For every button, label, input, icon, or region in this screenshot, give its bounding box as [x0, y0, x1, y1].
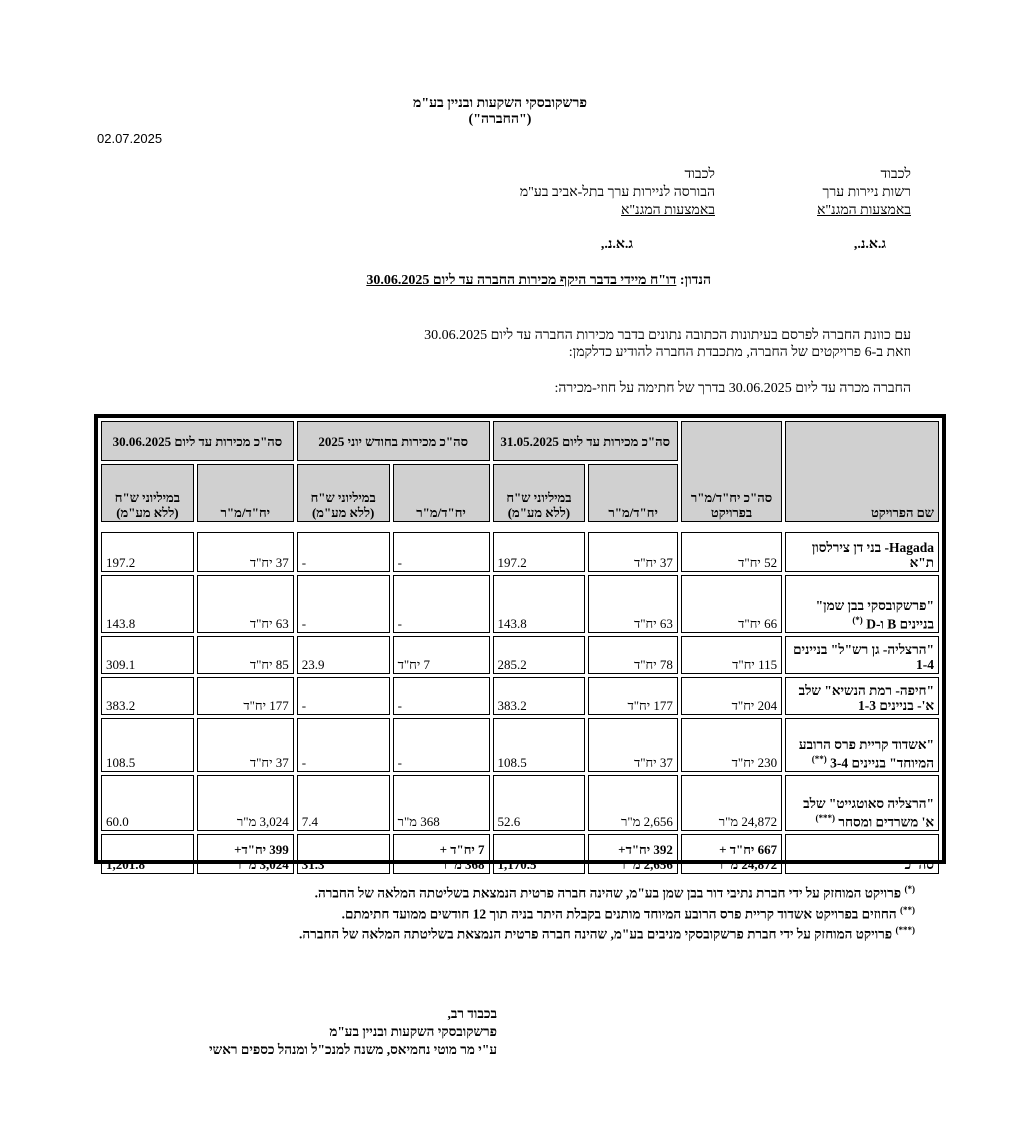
may-millions-cell: 52.6 [493, 775, 586, 831]
subject-text: דו"ח מיידי בדבר היקף מכירות החברה עד ליום 30.06.2025 [366, 273, 677, 288]
total-label-cell: סה"כ [785, 834, 939, 874]
project-note-mark: (*) [852, 614, 863, 625]
header-sales-june: סה"כ מכירות בחודש יוני 2025 [297, 421, 490, 461]
table-row [101, 677, 939, 715]
intro-paragraph [271, 327, 911, 361]
may-millions-cell: 143.8 [493, 575, 586, 633]
total-in-project-cell: 115 יח"ד [681, 636, 782, 674]
may-millions-sum: 1,170.5 [493, 834, 586, 874]
total-in-project-sum [681, 834, 782, 874]
project-name-cell [785, 636, 939, 674]
total-in-project-cell: 204 יח"ד [681, 677, 782, 715]
signature-signer: ע"י מר מוטי נחמיאס, משנה למנכ"ל ומנהל כספים ראשי [209, 1042, 497, 1057]
total-units-cell: 63 יח"ד [197, 575, 294, 633]
addressee-tase-salutation: לכבוד [684, 167, 715, 182]
signature-block [97, 1005, 497, 1059]
footnote-1-mark: (*) [904, 884, 915, 894]
project-name: "חיפה- רמת הנשיא" שלב א'- בניינים 1-3 [798, 683, 934, 713]
total-in-project-cell: 230 יח"ד [681, 718, 782, 772]
header-may-units: יח"ד/מ"ר [588, 464, 678, 522]
june-millions-sum: 31.3 [297, 834, 390, 874]
may-units-cell: 37 יח"ד [588, 532, 678, 572]
total-in-project-cell: 24,872 מ"ר [681, 775, 782, 831]
header-total-in-project: סה"כ יח"ד/מ"ר בפרויקט [681, 421, 782, 522]
may-units-sum-line-1: 392 יח"ד+ [618, 842, 673, 857]
project-name: "פרשקובסקי בבן שמן" בניינים B ו-D [815, 597, 934, 631]
footnote-3-mark: (***) [895, 925, 915, 935]
project-name: Hagada- בני דן צירלסון ת"א [811, 540, 934, 570]
header-sales-until-june: סה"כ מכירות עד ליום 30.06.2025 [101, 421, 294, 461]
table-row [101, 532, 939, 572]
may-units-cell: 63 יח"ד [588, 575, 678, 633]
june-units-sum-line-1: 7 יח"ד + [439, 842, 485, 857]
total-units-sum [197, 834, 294, 874]
header-total-millions: במיליוני ש"ח (ללא מע"מ) [101, 464, 194, 522]
may-units-sum-line-2: 2,656 מ"ר [619, 857, 673, 872]
sales-table [98, 418, 942, 877]
project-name-cell [785, 718, 939, 772]
total-in-project-cell: 52 יח"ד [681, 532, 782, 572]
june-millions-cell: - [297, 718, 390, 772]
addressee-tase-via: באמצעות המגנ"א [621, 203, 715, 218]
footnotes [95, 881, 915, 943]
total-millions-cell: 143.8 [101, 575, 194, 633]
total-in-project-cell: 66 יח"ד [681, 575, 782, 633]
project-note-mark: (**) [811, 753, 827, 764]
total-units-sum-line-2: 3,024 מ"ר [234, 857, 289, 872]
sold-statement: החברה מכרה עד ליום 30.06.2025 בדרך של חתימה על חוזי-מכירה: [554, 381, 911, 396]
footnote-3-text: פרויקט המוחזק על ידי חברת פרשקובסקי מניבים בע"מ, שהינה חברה פרטית הנמצאת בשליטתה המלאה של החברה. [299, 926, 893, 942]
company-name: פרשקובסקי השקעות ובניין בע"מ [413, 96, 587, 111]
addressee-tase-name: הבורסה לניירות ערך בתל-אביב בע"מ [519, 185, 715, 200]
total-in-project-sum-line-2: 24,872 מ"ר [716, 857, 778, 872]
addressee-tase [415, 166, 715, 220]
june-units-cell: - [393, 532, 490, 572]
total-units-cell: 37 יח"ד [197, 718, 294, 772]
header-june-millions: במיליוני ש"ח (ללא מע"מ) [297, 464, 390, 522]
footnote-1 [95, 881, 915, 902]
sales-table-frame [94, 414, 946, 872]
may-millions-cell: 197.2 [493, 532, 586, 572]
header-sales-until-may: סה"כ מכירות עד ליום 31.05.2025 [493, 421, 678, 461]
may-units-cell: 37 יח"ד [588, 718, 678, 772]
project-name: "הרצליה סאוטגייט" שלב א' משרדים ומסחר [803, 795, 934, 829]
table-row [101, 575, 939, 633]
intro-line-2: וזאת ב-6 פרויקטים של החברה, מתכבדת החברה להודיע כדלקמן: [568, 345, 911, 360]
intro-line-1: עם כוונת החברה לפרסם בעיתונות הכתובה נתונים בדבר מכירות החברה עד ליום 30.06.2025 [424, 328, 911, 343]
total-millions-cell: 108.5 [101, 718, 194, 772]
addressee-isa-name: רשות ניירות ערך [822, 185, 911, 200]
may-millions-cell: 383.2 [493, 677, 586, 715]
total-units-cell: 3,024 מ"ר [197, 775, 294, 831]
footnote-1-text: פרויקט המוחזק על ידי חברת נתיבי דור בבן שמן בע"מ, שהינה חברה פרטית הנמצאת בשליטתה המלאה של החברה. [314, 885, 902, 901]
june-millions-cell: - [297, 532, 390, 572]
june-millions-cell: - [297, 677, 390, 715]
june-millions-cell: 23.9 [297, 636, 390, 674]
may-units-sum [588, 834, 678, 874]
total-millions-sum: 1,201.8 [101, 834, 194, 874]
company-header [300, 96, 700, 128]
project-name: "הרצליה- גן רש"ל" בניינים 1-4 [793, 642, 934, 672]
greeting-tase: ג.א.נ., [600, 237, 633, 252]
june-units-sum [393, 834, 490, 874]
may-units-cell: 177 יח"ד [588, 677, 678, 715]
header-may-millions: במיליוני ש"ח (ללא מע"מ) [493, 464, 586, 522]
total-units-cell: 177 יח"ד [197, 677, 294, 715]
footnote-3 [95, 922, 915, 943]
june-units-cell: - [393, 677, 490, 715]
project-name-cell [785, 677, 939, 715]
header-total-units: יח"ד/מ"ר [197, 464, 294, 522]
header-june-units: יח"ד/מ"ר [393, 464, 490, 522]
total-millions-cell: 309.1 [101, 636, 194, 674]
june-units-cell: - [393, 718, 490, 772]
project-name-cell [785, 575, 939, 633]
signature-company: פרשקובסקי השקעות ובניין בע"מ [329, 1024, 497, 1039]
total-millions-cell: 383.2 [101, 677, 194, 715]
footnote-2-mark: (**) [900, 904, 915, 915]
greeting-isa: ג.א.נ., [853, 237, 886, 252]
total-millions-cell: 197.2 [101, 532, 194, 572]
project-note-mark: (***) [815, 812, 836, 823]
table-row [101, 775, 939, 831]
subject-line [366, 273, 711, 289]
document-date: 02.07.2025 [97, 131, 163, 146]
company-alias: ("החברה") [468, 112, 532, 127]
header-project-name: שם הפרויקט [785, 421, 939, 522]
total-units-cell: 85 יח"ד [197, 636, 294, 674]
project-name: "אשדוד קריית פרס הרובע המיוחד" בניינים 3-4 [798, 736, 934, 770]
footnote-2 [95, 902, 915, 923]
june-units-cell: - [393, 575, 490, 633]
may-units-cell: 2,656 מ"ר [588, 775, 678, 831]
table-row [101, 636, 939, 674]
signature-closing: בכבוד רב, [447, 1006, 497, 1021]
june-units-cell: 7 יח"ד [393, 636, 490, 674]
june-millions-cell: 7.4 [297, 775, 390, 831]
june-units-cell: 368 מ"ר [393, 775, 490, 831]
may-millions-cell: 108.5 [493, 718, 586, 772]
june-millions-cell: - [297, 575, 390, 633]
total-units-sum-line-1: 399 יח"ד+ [234, 842, 289, 857]
total-units-cell: 37 יח"ד [197, 532, 294, 572]
total-millions-cell: 60.0 [101, 775, 194, 831]
may-units-cell: 78 יח"ד [588, 636, 678, 674]
may-millions-cell: 285.2 [493, 636, 586, 674]
total-in-project-sum-line-1: 667 יח"ד + [719, 842, 778, 857]
table-row [101, 718, 939, 772]
addressee-isa-salutation: לכבוד [880, 167, 911, 182]
footnote-2-text: החוזים בפרויקט אשדוד קריית פרס הרובע המיוחד מותנים בקבלת היתר בניה תוך 12 חודשים ממועד חתימתם. [341, 906, 897, 921]
table-total-row [101, 834, 939, 874]
addressee-isa-via: באמצעות המגנ"א [817, 203, 911, 218]
subject-label: הנדון: [679, 273, 711, 288]
june-units-sum-line-2: 368 מ"ר [440, 857, 485, 872]
project-name-cell [785, 775, 939, 831]
project-name-cell [785, 532, 939, 572]
